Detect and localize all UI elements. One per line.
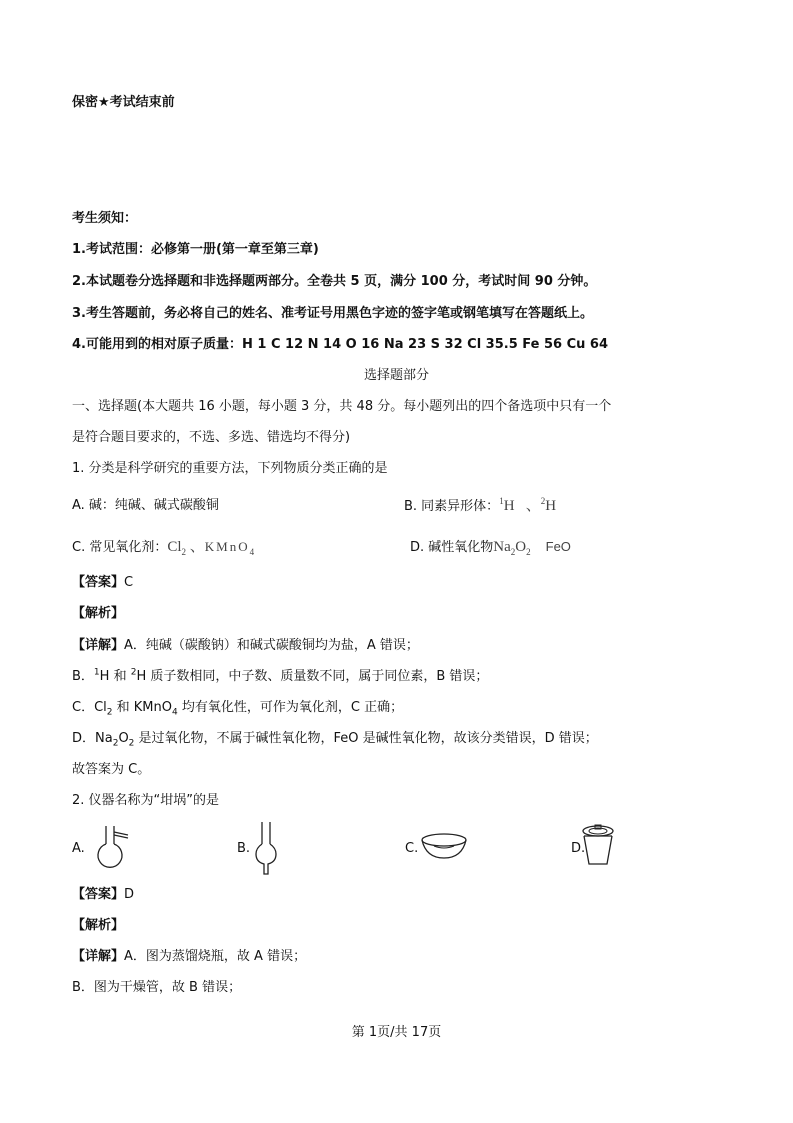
notice-item-3: 3.考生答题前，务必将自己的姓名、准考证号用黑色字迹的签字笔或钢笔填写在答题纸上。 xyxy=(72,306,593,321)
subscript: 2 xyxy=(526,547,531,557)
detail-text: D．Na xyxy=(72,731,113,746)
q1-option-b xyxy=(404,497,556,516)
evaporating-dish-icon xyxy=(420,832,468,862)
q2-detail-b: B．图为干燥管，故 B 错误； xyxy=(72,980,242,995)
subscript: 4 xyxy=(249,547,255,557)
subscript: 2 xyxy=(181,547,187,557)
q1-option-b-label: B. 同素异形体： xyxy=(404,499,500,514)
formula-text: H xyxy=(545,498,557,514)
detail-text: H 和 xyxy=(99,669,131,684)
section-intro-line-2: 是符合题目要求的，不选、多选、错选均不得分) xyxy=(72,430,351,445)
q1-detail-b xyxy=(72,668,488,686)
superscript: 2 xyxy=(540,496,546,506)
formula-text: O xyxy=(515,539,527,555)
q2-answer xyxy=(72,886,134,904)
detail-text: A．纯碱（碳酸钠）和碱式碳酸铜均为盐，A 错误； xyxy=(124,638,419,653)
section-title: 选择题部分 xyxy=(363,368,429,383)
q1-option-b-formula xyxy=(499,498,556,514)
q1-option-c xyxy=(72,538,254,557)
superscript: 2 xyxy=(130,667,137,678)
q1-option-d-formula xyxy=(493,539,571,555)
formula-text: Na xyxy=(493,539,511,555)
detail-text: O xyxy=(118,731,129,746)
page-footer: 第 1页/共 17页 xyxy=(351,1025,442,1040)
superscript: 1 xyxy=(93,667,100,678)
subscript: 2 xyxy=(128,738,135,749)
q2-option-b-label: B. xyxy=(237,841,251,856)
subscript: 2 xyxy=(510,547,516,557)
formula-text: KMnO xyxy=(204,539,250,554)
q1-detail-c xyxy=(72,699,403,717)
q1-option-a: A. 碱：纯碱、碱式碳酸铜 xyxy=(72,498,219,513)
q1-option-d xyxy=(410,538,571,557)
subscript: 2 xyxy=(112,738,119,749)
answer-tag: 【答案】 xyxy=(72,575,125,590)
notice-item-1: 1.考试范围：必修第一册(第一章至第三章) xyxy=(72,242,319,257)
answer-value: D xyxy=(124,887,135,902)
section-intro-line-1: 一、选择题(本大题共 16 小题，每小题 3 分，共 48 分。每小题列出的四个备选项中只有一个 xyxy=(72,399,612,414)
q1-detail-a xyxy=(72,637,419,655)
crucible-icon xyxy=(580,822,616,868)
separator: 、 xyxy=(189,539,205,555)
subscript: 4 xyxy=(172,707,178,718)
q2-option-a-label: A. xyxy=(72,841,85,856)
notice-item-4: 4.可能用到的相对原子质量：H 1 C 12 N 14 O 16 Na 23 S 32 Cl 35.5 Fe 56 Cu 64 xyxy=(72,337,609,352)
confidential-label: 保密★考试结束前 xyxy=(72,95,175,110)
detail-text: C．Cl xyxy=(72,700,107,715)
detail-text: 和 KMnO xyxy=(112,700,172,715)
detail-text: B． xyxy=(72,669,94,684)
detail-tag: 【详解】 xyxy=(72,949,125,964)
formula-text: FeO xyxy=(545,539,571,554)
drying-tube-icon xyxy=(255,820,279,876)
q2-stem: 2. 仪器名称为“坩埚”的是 xyxy=(72,793,220,808)
q1-analysis-tag: 【解析】 xyxy=(72,606,125,621)
q2-detail-a xyxy=(72,948,306,966)
q1-detail-d xyxy=(72,730,598,748)
subscript: 2 xyxy=(106,707,113,718)
q1-answer xyxy=(72,574,133,592)
separator: 、 xyxy=(525,498,541,514)
notice-title: 考生须知： xyxy=(72,211,138,226)
detail-text: A．图为蒸馏烧瓶，故 A 错误； xyxy=(124,949,307,964)
notice-item-2: 2.本试题卷分选择题和非选择题两部分。全卷共 5 页，满分 100 分，考试时间 90 分钟。 xyxy=(72,274,597,289)
formula-text: Cl xyxy=(167,539,182,555)
detail-tag: 【详解】 xyxy=(72,638,125,653)
answer-value: C xyxy=(124,575,134,590)
detail-text: 均有氧化性，可作为氧化剂，C 正确； xyxy=(177,700,404,715)
q1-stem: 1. 分类是科学研究的重要方法，下列物质分类正确的是 xyxy=(72,461,388,476)
q2-option-c-label: C. xyxy=(405,841,419,856)
formula-text: H xyxy=(503,498,515,514)
detail-text: 是过氧化物，不属于碱性氧化物，FeO 是碱性氧化物，故该分类错误，D 错误； xyxy=(134,731,598,746)
answer-tag: 【答案】 xyxy=(72,887,125,902)
detail-text: H 质子数相同，中子数、质量数不同，属于同位素，B 错误； xyxy=(136,669,489,684)
distillation-flask-icon xyxy=(92,824,132,870)
q1-option-c-label: C. 常见氧化剂： xyxy=(72,540,168,555)
q1-option-d-label: D. 碱性氧化物 xyxy=(410,540,494,555)
q2-option-d-label: D. xyxy=(571,841,586,856)
q2-analysis-tag: 【解析】 xyxy=(72,918,125,933)
q1-option-c-formula xyxy=(167,539,254,555)
q1-conclusion: 故答案为 C。 xyxy=(72,762,151,777)
superscript: 1 xyxy=(499,496,504,506)
